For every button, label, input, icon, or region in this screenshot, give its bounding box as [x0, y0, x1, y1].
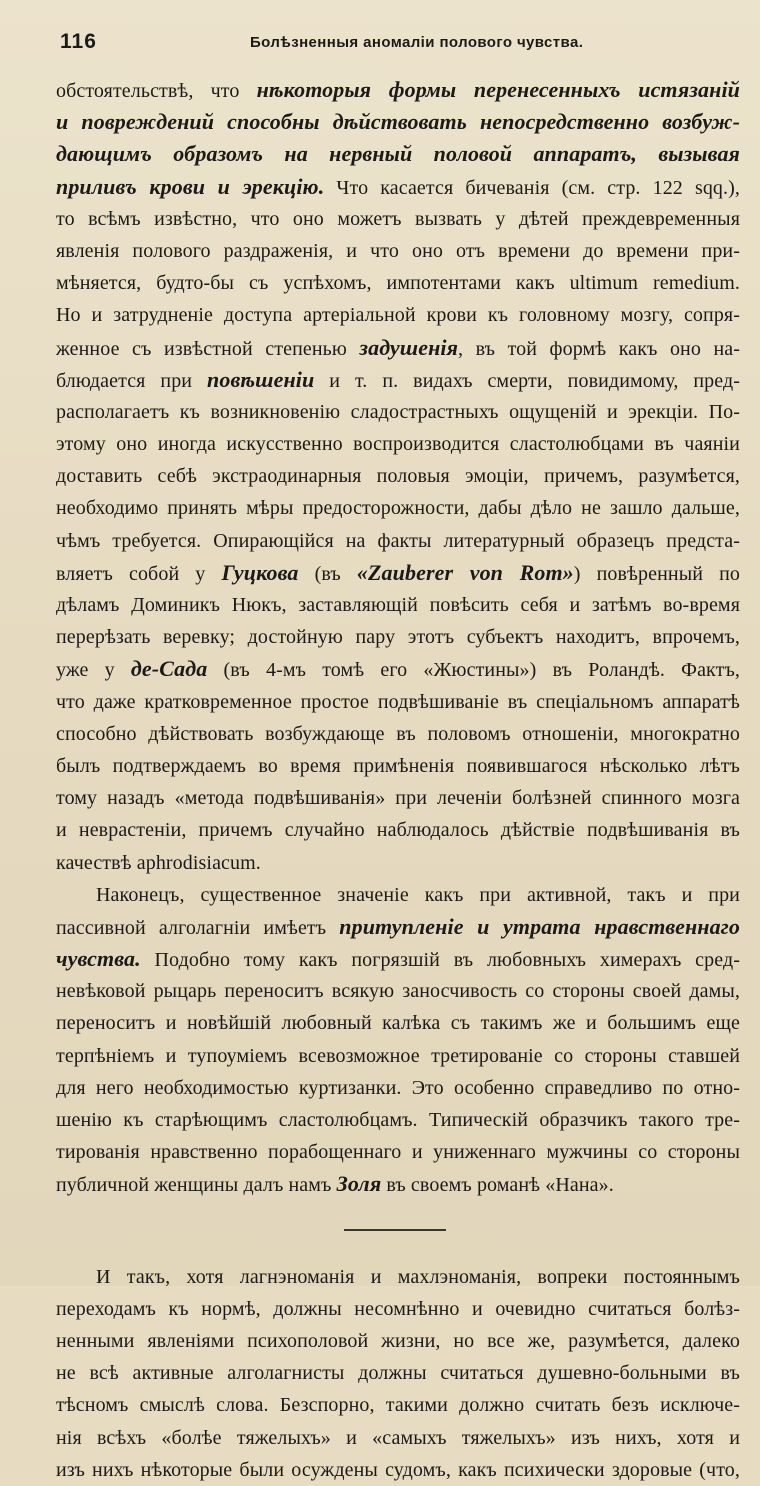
text-run: и т. п. видахъ смерти, повидимому, пред- — [314, 369, 740, 392]
text-line — [56, 1325, 740, 1357]
emphasized-text: Золя — [336, 1171, 382, 1197]
text-run: ненными явленіями психополовой жизни, но все же, разумѣется, далеко — [56, 1329, 740, 1352]
text-line — [56, 847, 740, 879]
emphasized-text: дающимъ образомъ на нервный половой аппаратъ, вызывая — [56, 141, 740, 167]
section-separator — [344, 1229, 446, 1231]
text-line — [56, 428, 740, 460]
text-line — [56, 203, 740, 235]
text-run: пассивной алголагніи имѣетъ — [56, 916, 340, 939]
text-run: въ своемъ романѣ «Нана». — [381, 1174, 614, 1197]
text-run: способно дѣйствовать возбуждающе въ половомъ отношеніи, многократно — [56, 722, 740, 745]
text-line — [56, 267, 740, 299]
text-line — [56, 235, 740, 267]
text-run: для него необходимостью куртизанки. Это особенно справедливо по отно- — [56, 1076, 740, 1099]
text-run: дѣламъ Доминикъ Нюкъ, заставляющій повѣсить себя и затѣмъ во-время — [56, 594, 740, 616]
text-run: Наконецъ, существенное значеніе какъ при активной, такъ и при — [96, 883, 740, 906]
text-line — [56, 1007, 740, 1039]
text-run: былъ подтверждаемъ во время примѣненія появившагося нѣсколько лѣтъ — [56, 754, 740, 777]
text-run: этому оно иногда искусственно воспроизводится сластолюбцами въ чаяніи — [56, 433, 740, 456]
emphasized-text: повѣшеніи — [207, 366, 315, 392]
text-line — [56, 1136, 740, 1168]
text-line — [56, 621, 740, 653]
emphasized-text: нѣкоторыя формы перенесенныхъ истязаній — [256, 77, 740, 102]
text-run: явленія полового раздраженія, и что оно отъ времени до времени при- — [56, 239, 740, 262]
text-run: уже у — [56, 659, 131, 682]
paragraph-1 — [56, 74, 740, 879]
text-line — [56, 589, 740, 621]
text-line — [56, 686, 740, 718]
text-run: доставить себѣ экстраодинарныя половыя эмоціи, причемъ, разумѣется, — [56, 465, 740, 488]
text-run: ) повѣренный по — [573, 562, 741, 585]
text-line — [56, 750, 740, 782]
emphasized-text: де-Сада — [130, 656, 208, 682]
text-line — [56, 1454, 740, 1486]
text-run: (въ — [298, 562, 357, 585]
text-line — [56, 1104, 740, 1136]
text-run: публичной женщины далъ намъ — [56, 1174, 337, 1197]
text-run: блюдается при — [56, 369, 208, 392]
text-run: терпѣніемъ и тупоуміемъ всевозможное третированіе со стороны ставшей — [56, 1044, 740, 1067]
text-run: И такъ, хотя лагнэноманія и махлэноманія, вопреки постояннымъ — [96, 1265, 740, 1288]
text-run: и неврастеніи, причемъ случайно наблюдалось дѣйствіе подвѣшиванія въ — [56, 819, 740, 842]
section-separator-space — [56, 1201, 740, 1251]
emphasized-text: Гуцкова — [221, 559, 299, 585]
text-line — [56, 171, 740, 203]
text-run: что даже кратковременное простое подвѣшиваніе въ спеціальномъ аппаратѣ — [56, 690, 740, 713]
text-line — [56, 1357, 740, 1389]
text-line — [56, 332, 740, 364]
text-run: вляетъ собой у — [56, 562, 222, 585]
text-run: располагаетъ къ возникновенію сладострастныхъ ощущеній и эрекціи. По- — [56, 400, 740, 423]
paragraph-2 — [56, 879, 740, 1201]
text-line — [56, 1261, 740, 1293]
text-run: переходамъ къ нормѣ, должны несомнѣнно и очевидно считаться болѣз- — [56, 1297, 740, 1320]
running-title: Болѣзненныя аномаліи полового чувства. — [250, 34, 584, 51]
text-line — [56, 653, 740, 685]
text-line — [56, 396, 740, 428]
page-number: 116 — [60, 30, 97, 53]
text-line — [56, 943, 740, 975]
text-run: тированія нравственно порабощеннаго и униженнаго мужчины со стороны — [56, 1141, 740, 1164]
text-run: , въ той формѣ какъ оно на- — [458, 337, 740, 360]
text-line — [56, 1040, 740, 1072]
text-run: перерѣзать веревку; достойную пару этотъ субъектъ находитъ, впрочемъ, — [56, 626, 740, 649]
text-line — [56, 718, 740, 750]
text-run: тѣсномъ смыслѣ слова. Безспорно, такими должно считать безъ исключе- — [56, 1394, 740, 1417]
spacer — [56, 1251, 740, 1261]
text-run: тому назадъ «метода подвѣшиванія» при леченіи болѣзней спинного мозга — [56, 787, 740, 810]
text-run: нія всѣхъ «болѣе тяжелыхъ» и «самыхъ тяжелыхъ» изъ нихъ, хотя и — [56, 1426, 740, 1449]
text-run: Подобно тому какъ погрязшій въ любовныхъ химерахъ сред- — [140, 949, 740, 972]
text-line — [56, 138, 740, 170]
text-line — [56, 525, 740, 557]
text-line — [56, 911, 740, 943]
text-line — [56, 492, 740, 524]
text-line — [56, 1293, 740, 1325]
text-run: невѣковой рыцарь переноситъ всякую заносчивость со стороны своей дамы, — [56, 980, 740, 1003]
emphasized-text: притупленіе и утрата нравственнаго — [339, 913, 740, 939]
text-line — [56, 106, 740, 138]
text-line — [56, 299, 740, 331]
text-line — [56, 975, 740, 1007]
emphasized-text: и повреждений способны дѣйствовать непосредственно возбуж- — [56, 109, 740, 135]
emphasized-text: задушенія — [359, 334, 459, 360]
text-run: не всѣ активные алголагнисты должны считаться душевно-больными въ — [56, 1362, 740, 1385]
text-line — [56, 364, 740, 396]
text-line — [56, 1389, 740, 1421]
text-line — [56, 74, 740, 106]
text-run: шенію къ старѣющимъ сластолюбцамъ. Типическій образчикъ такого тре- — [56, 1109, 740, 1131]
text-run: Что касается бичеванія (см. стр. 122 sqq.), — [324, 176, 740, 199]
text-run: переноситъ и новѣйшій любовный калѣка съ такимъ же и большимъ еще — [56, 1012, 740, 1035]
text-line — [56, 1422, 740, 1454]
text-line — [56, 782, 740, 814]
text-run: изъ нихъ нѣкоторые были осуждены судомъ, какъ психически здоровые (что, — [56, 1458, 740, 1481]
emphasized-text: чувства. — [56, 946, 141, 972]
text-run: качествѣ aphrodisiacum. — [56, 851, 261, 874]
text-line — [56, 460, 740, 492]
text-line — [56, 814, 740, 846]
body-text — [56, 74, 740, 1486]
text-run: то всѣмъ извѣстно, что оно можетъ вызвать у дѣтей преждевременныя — [56, 207, 740, 230]
text-line — [56, 557, 740, 589]
emphasized-text: «Zauberer von Rom» — [356, 559, 574, 585]
text-run: чѣмъ требуется. Опирающійся на факты литературный образецъ предста- — [56, 529, 740, 552]
text-run: (въ 4-мъ томѣ его «Жюстины») въ Роландѣ. Фактъ, — [207, 659, 740, 682]
text-run: Но и затрудненіе доступа артеріальной крови къ головному мозгу, сопря- — [56, 304, 740, 327]
text-line — [56, 1072, 740, 1104]
text-line — [56, 1168, 740, 1200]
emphasized-text: приливъ крови и эрекцію. — [56, 173, 325, 199]
text-line — [56, 879, 740, 911]
text-run: женное съ извѣстной степенью — [56, 337, 360, 360]
page-header — [60, 30, 720, 58]
text-run: мѣняется, будто-бы съ успѣхомъ, импотентами какъ ultimum remedium. — [56, 272, 740, 295]
text-run: необходимо принять мѣры предосторожности, дабы дѣло не зашло дальше, — [56, 497, 740, 520]
paragraph-3 — [56, 1261, 740, 1486]
text-run: обстоятельствѣ, что — [56, 80, 257, 102]
